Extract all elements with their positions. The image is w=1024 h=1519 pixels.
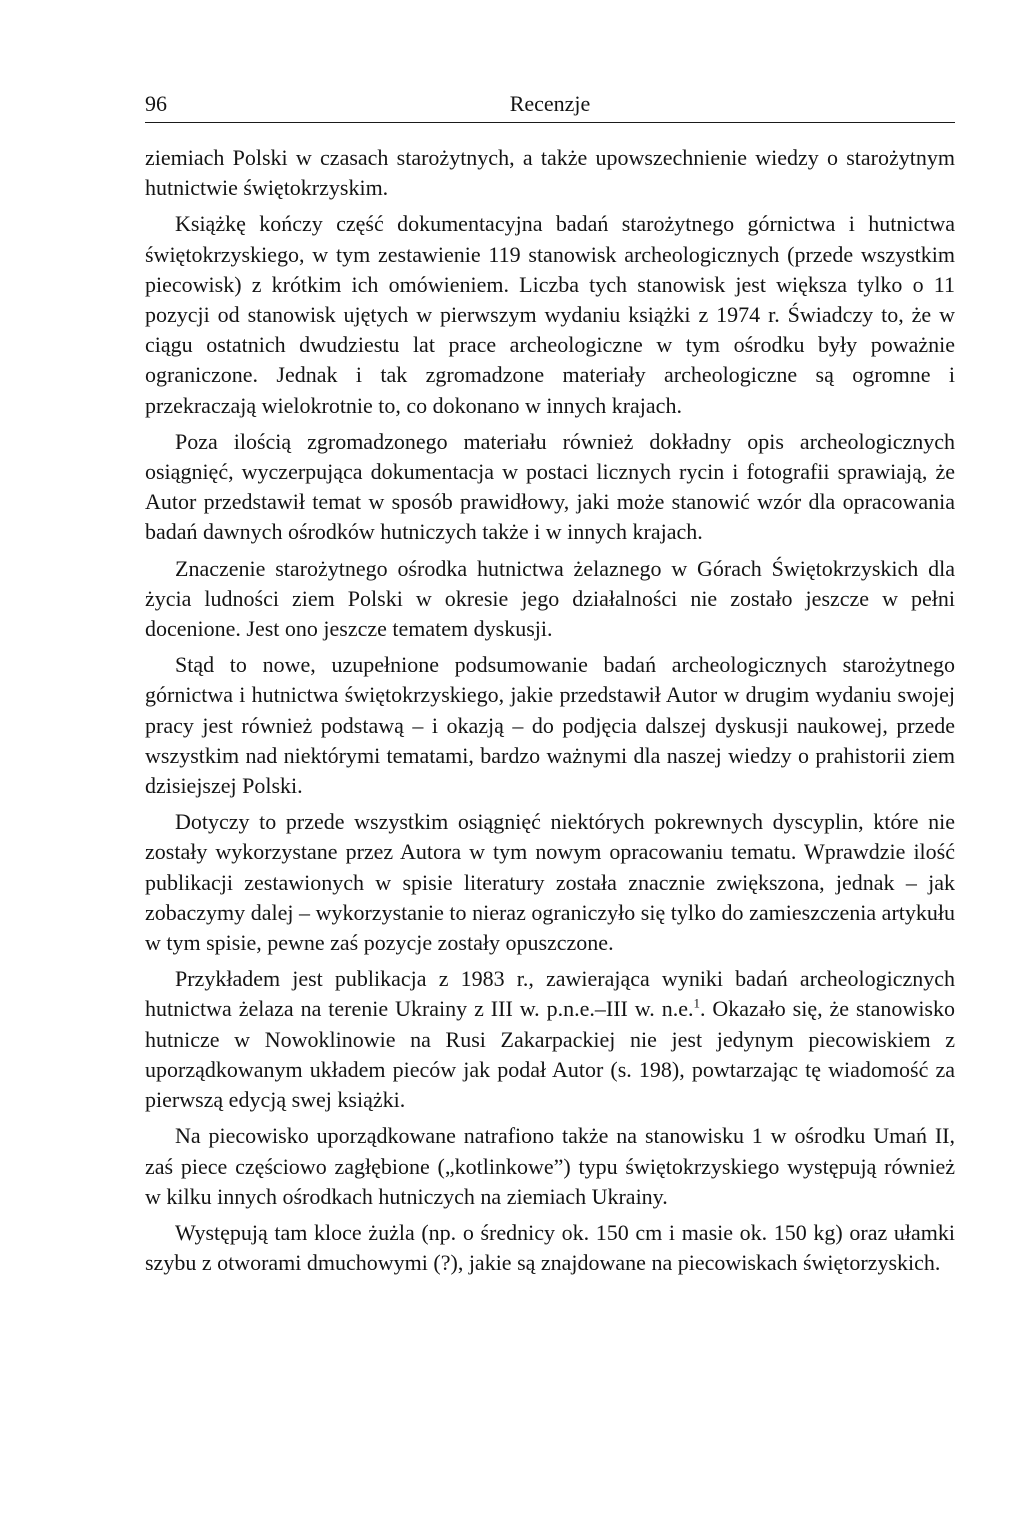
paragraph-with-footnote bbox=[145, 964, 955, 1115]
paragraph-continued: ziemiach Polski w czasach starożytnych, a także upowszechnienie wiedzy o starożytnym hutnictwie świętokrzyskim. bbox=[145, 145, 955, 201]
page-number: 96 bbox=[145, 91, 167, 116]
paragraph: Znaczenie starożytnego ośrodka hutnictwa żelaznego w Górach Świętokrzyskich dla życia ludności ziem Polski w okresie jego działalności nie zostało jeszcze w pełni docenione. Jest ono jeszcze tematem dyskusji. bbox=[145, 555, 955, 642]
paragraph: Dotyczy to przede wszystkim osiągnięć niektórych pokrewnych dyscyplin, które nie zostały wykorzystane przez Autora w tym nowym opracowaniu tematu. Wprawdzie ilość publikacji zestawionych w spisie literatury została znacznie zwiększona, jednak – jak zobaczymy dalej – wykorzystanie to nieraz ograniczyło się tylko do zamieszczenia artykułu w tym spisie, pewne zaś pozycje zostały opuszczone. bbox=[145, 809, 955, 956]
body-text bbox=[145, 143, 955, 1278]
header-rule bbox=[145, 122, 955, 123]
paragraph: Książkę kończy część dokumentacyjna badań starożytnego górnictwa i hutnictwa świętokrzyskiego, w tym zestawienie 119 stanowisk archeologicznych (przede wszystkim piecowisk) z krótkim ich omówieniem. Liczba tych stanowisk jest większa tylko o 11 pozycji od stanowisk ujętych w pierwszym wydaniu książki z 1974 r. Świadczy to, że w ciągu ostatnich dwudziestu lat prace archeologiczne w tym ośrodku były poważnie ograniczone. Jednak i tak zgromadzone materiały archeologiczne są ogromne i przekraczają wielokrotnie to, co dokonano w innych krajach. bbox=[145, 211, 955, 418]
paragraph: Na piecowisko uporządkowane natrafiono także na stanowisku 1 w ośrodku Umań II, zaś piece częściowo zagłębione („kotlinkowe”) typu świętokrzyskiego występują również w kilku innych ośrodkach hutniczych na ziemiach Ukrainy. bbox=[145, 1123, 955, 1209]
document-page bbox=[145, 88, 955, 1284]
paragraph-text: Przykładem jest publikacja z 1983 r., zawierająca wyniki badań archeologicznych hutnictwa żelaza na terenie Ukrainy z III w. p.n.e.–III w. n.e. bbox=[145, 966, 955, 1022]
footnote-reference[interactable]: 1 bbox=[693, 996, 700, 1012]
running-header bbox=[145, 88, 955, 120]
running-title: Recenzje bbox=[509, 91, 591, 116]
paragraph-text: . Okazało się, że stanowisko hutnicze w Nowoklinowie na Rusi Zakarpackiej nie jest jedynym piecowiskiem z uporządkowanym układem pieców jak podał Autor (s. 198), powtarzając tę wiadomość za pierwszą edycją swej książki. bbox=[145, 996, 955, 1113]
paragraph: Poza ilością zgromadzonego materiału również dokładny opis archeologicznych osiągnięć, wyczerpująca dokumentacja w postaci licznych rycin i fotografii sprawiają, że Autor przedstawił temat w sposób prawidłowy, jaki może stanowić wzór dla opracowania badań dawnych ośrodków hutniczych także i w innych krajach. bbox=[145, 428, 955, 545]
paragraph: Stąd to nowe, uzupełnione podsumowanie badań archeologicznych starożytnego górnictwa i hutnictwa świętokrzyskiego, jakie przedstawił Autor w drugim wydaniu swojej pracy jest również podstawą – i okazją – do podjęcia dalszej dyskusji naukowej, przede wszystkim nad niektórymi tematami, bardzo ważnymi dla naszej wiedzy o prahistorii ziem dzisiejszej Polski. bbox=[145, 652, 955, 799]
paragraph: Występują tam kloce żużla (np. o średnicy ok. 150 cm i masie ok. 150 kg) oraz ułamki szybu z otworami dmuchowymi (?), jakie są znajdowane na piecowiskach świętorzyskich. bbox=[145, 1219, 955, 1276]
